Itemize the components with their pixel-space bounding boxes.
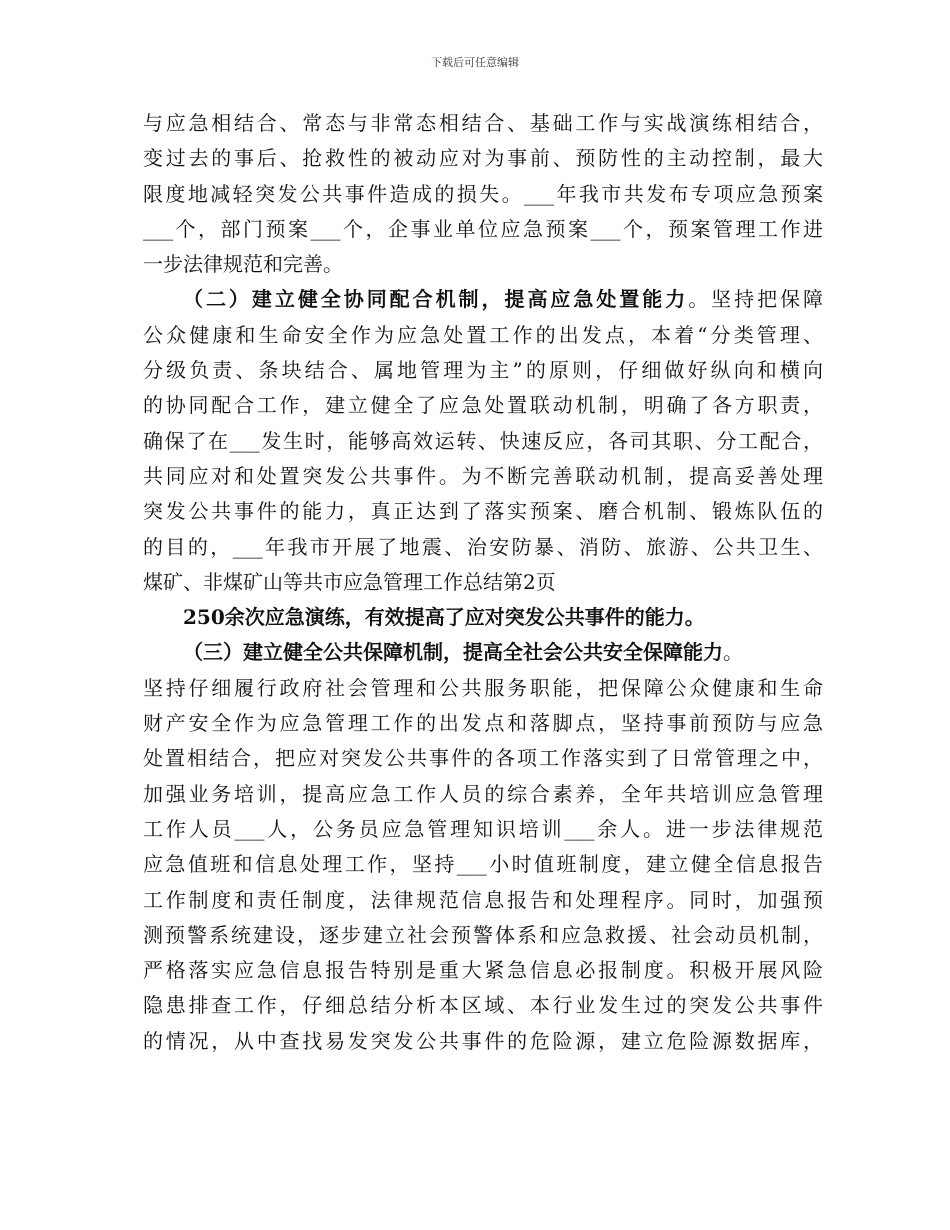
text-segment: 分级负责、条块结合、属地管理为主”的原则，仔细做好纵向和横向 (143, 358, 823, 383)
text-segment: 的协同配合工作，建立健全了应急处置联动机制，明确了各方职责， (143, 393, 823, 418)
text-segment: 坚持仔细履行政府社会管理和公共服务职能，把保障公众健康和生命 (143, 675, 823, 700)
text-segment: 突发公共事件的能力，真正达到了落实预案、磨合机制、锻炼队伍的 (143, 499, 823, 524)
text-segment: 。 (723, 640, 743, 665)
text-segment: 财产安全作为应急管理工作的出发点和落脚点，坚持事前预防与应急 (143, 711, 823, 736)
text-segment: 一步法律规范和完善。 (143, 252, 343, 277)
text-segment: 限度地减轻突发公共事件造成的损失。___年我市共发布专项应急预案 (143, 181, 823, 206)
text-segment: 与应急相结合、常态与非常态相结合、基础工作与实战演练相结合， (143, 111, 823, 135)
text-segment: 应急值班和信息处理工作，坚持___小时值班制度，建立健全信息报告 (143, 852, 823, 877)
text-line (143, 565, 823, 600)
text-segment: ___个，部门预案___个，企事业单位应急预案___个，预案管理工作进 (143, 216, 823, 241)
text-line (143, 494, 823, 529)
text-line (143, 777, 823, 812)
text-line (143, 141, 823, 176)
text-line (143, 953, 823, 988)
text-line (143, 282, 823, 317)
text-segment: 变过去的事后、抢救性的被动应对为事前、预防性的主动控制，最大 (143, 146, 823, 171)
text-line (143, 1024, 823, 1059)
text-segment: 工作人员___人，公务员应急管理知识培训___余人。进一步法律规范 (143, 816, 823, 841)
text-line (143, 918, 823, 953)
page-header: 下载后可任意编辑 (431, 56, 519, 69)
text-line (143, 318, 823, 353)
text-segment: 的目的，___年我市开展了地震、治安防暴、消防、旅游、公共卫生、 (143, 534, 823, 559)
text-segment: 工作制度和责任制度，法律规范信息报告和处理程序。同时，加强预 (143, 887, 823, 912)
text-line (143, 353, 823, 388)
text-line (143, 600, 823, 635)
text-segment: 煤矿、非煤矿山等共市应急管理工作总结第2页 (143, 569, 556, 594)
text-line (143, 741, 823, 776)
bold-text-segment: （三）建立健全公共保障机制，提高全社会公共安全保障能力 (183, 640, 723, 665)
text-segment: 公众健康和生命安全作为应急处置工作的出发点，本着“分类管理、 (143, 322, 823, 347)
text-line (143, 388, 823, 423)
text-segment: 严格落实应急信息报告特别是重大紧急信息必报制度。积极开展风险 (143, 958, 823, 983)
bold-text-segment: 250余次应急演练，有效提高了应对突发公共事件的能力。 (183, 605, 705, 630)
text-segment: 。坚持把保障 (688, 287, 824, 312)
text-line (143, 247, 823, 282)
text-line (143, 106, 823, 141)
text-segment: 确保了在___发生时，能够高效运转、快速反应，各司其职、分工配合， (143, 428, 823, 453)
document-body (143, 106, 823, 1059)
text-line (143, 424, 823, 459)
text-segment: 共同应对和处置突发公共事件。为不断完善联动机制，提高妥善处理 (143, 463, 823, 488)
text-segment: 处置相结合，把应对突发公共事件的各项工作落实到了日常管理之中， (143, 746, 823, 771)
text-segment: 隐患排查工作，仔细总结分析本区域、本行业发生过的突发公共事件 (143, 993, 823, 1018)
text-segment: 加强业务培训，提高应急工作人员的综合素养，全年共培训应急管理 (143, 781, 823, 806)
text-line (143, 988, 823, 1023)
text-line (143, 177, 823, 212)
text-line (143, 671, 823, 706)
text-segment: 测预警系统建设，逐步建立社会预警体系和应急救援、社会动员机制， (143, 922, 823, 947)
bold-text-segment: （二）建立健全协同配合机制，提高应急处置能力 (183, 287, 689, 312)
text-line (143, 706, 823, 741)
text-line (143, 212, 823, 247)
text-line (143, 847, 823, 882)
text-line (143, 635, 823, 670)
text-line (143, 883, 823, 918)
text-segment: 的情况，从中查找易发突发公共事件的危险源，建立危险源数据库， (143, 1028, 823, 1053)
text-line (143, 459, 823, 494)
text-line (143, 812, 823, 847)
text-line (143, 530, 823, 565)
